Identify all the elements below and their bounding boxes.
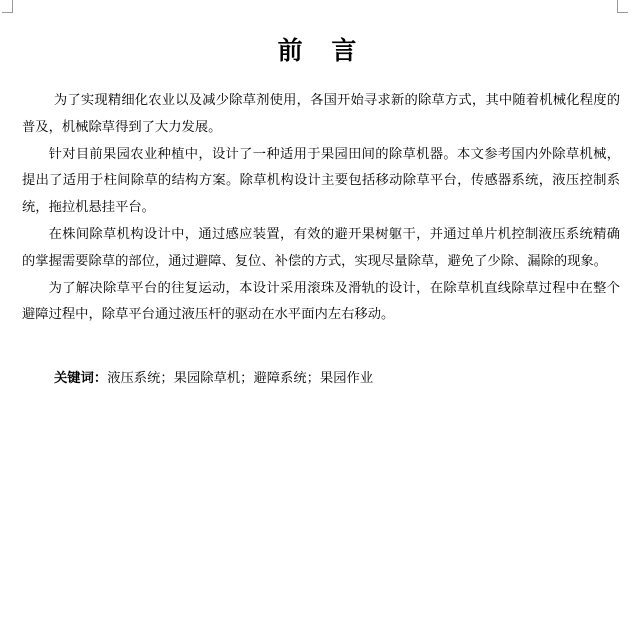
- page-title: 前 言: [277, 36, 367, 65]
- paragraph-1: 为了实现精细化农业以及减少除草剂使用，各国开始寻求新的除草方式，其中随着机械化程度的普及，机械除草得到了大力发展。: [22, 93, 620, 135]
- margin-corner-mark-left: [2, 0, 13, 13]
- document-body: [22, 88, 620, 329]
- paragraph-4: 为了解决除草平台的往复运动，本设计采用滚珠及滑轨的设计，在除草机直线除草过程中在整个避障过程中，除草平台通过液压杆的驱动在水平面内左右移动。: [22, 280, 620, 323]
- keywords-label: 关键词：: [54, 371, 108, 386]
- paragraph-3: 在株间除草机构设计中，通过感应装置，有效的避开果树躯干，并通过单片机控制液压系统精确的掌握需要除草的部位，通过避障、复位、补偿的方式，实现尽量除草，避免了少除、漏除的现象。: [22, 226, 620, 269]
- keywords-line: [54, 366, 373, 392]
- keywords-value: 液压系统；果园除草机；避障系统；果园作业: [107, 371, 374, 386]
- margin-corner-mark-right: [617, 0, 628, 13]
- paragraph-2: 针对目前果园农业种植中，设计了一种适用于果园田间的除草机器。本文参考国内外除草机械，提出了适用于柱间除草的结构方案。除草机构设计主要包括移动除草平台，传感器系统，液压控制系统，拖拉机悬挂平台。: [22, 146, 620, 216]
